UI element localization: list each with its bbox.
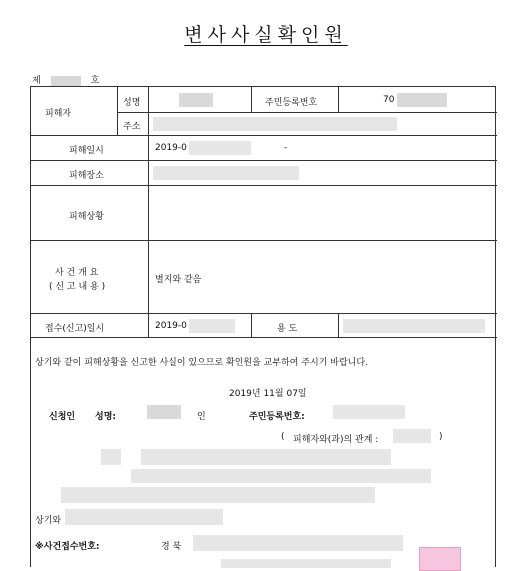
official-seal-stamp bbox=[419, 547, 461, 571]
form-table bbox=[30, 86, 496, 567]
statement-text: 상기와 같이 피해상황을 신고한 사실이 있으므로 확인원을 교부하여 주시기 바랍니다. bbox=[35, 358, 368, 368]
redacted-report-date bbox=[189, 319, 235, 333]
victim-group-label: 피해자 bbox=[45, 109, 72, 119]
redacted-incident-date bbox=[189, 141, 251, 155]
victim-address-label: 주소 bbox=[123, 122, 141, 132]
purpose-label: 용 도 bbox=[277, 324, 298, 334]
redacted-number bbox=[51, 76, 81, 86]
applicant-label: 신청인 bbox=[49, 412, 76, 422]
redacted-text bbox=[131, 469, 431, 483]
redacted-applicant-name bbox=[147, 405, 181, 419]
incident-datetime-sep: - bbox=[284, 143, 288, 153]
document-number bbox=[32, 73, 99, 86]
incident-datetime-value: 2019-0 bbox=[155, 143, 187, 153]
victim-id-value: 70 bbox=[383, 95, 395, 105]
victim-id-label: 주민등록번호 bbox=[265, 98, 318, 108]
case-number-label: ※사건접수번호: bbox=[35, 542, 100, 552]
applicant-seal-label: 인 bbox=[197, 412, 206, 422]
victim-name-label: 성명 bbox=[123, 98, 141, 108]
incident-situation-label: 피해상황 bbox=[69, 212, 104, 222]
summary-label-line2: ( 신 고 내 용 ) bbox=[49, 282, 106, 292]
report-datetime-value: 2019-0 bbox=[155, 321, 187, 331]
redacted-purpose bbox=[343, 319, 485, 333]
applicant-id-label: 주민등록번호: bbox=[249, 412, 305, 422]
incident-datetime-label: 피해일시 bbox=[69, 146, 104, 156]
redacted-applicant-id bbox=[333, 405, 405, 419]
redacted-victim-name bbox=[179, 93, 213, 107]
document-number-suffix: 호 bbox=[90, 76, 100, 86]
summary-label-line1: 사 건 개 요 bbox=[55, 268, 99, 278]
statement-date: 2019년 11월 07일 bbox=[229, 389, 307, 399]
redacted-text bbox=[141, 449, 391, 465]
document-number-prefix: 제 bbox=[32, 76, 41, 86]
redacted-victim-address bbox=[153, 117, 397, 131]
relation-close: ) bbox=[439, 432, 443, 442]
redacted-text bbox=[65, 509, 223, 525]
summary-value: 별지와 같음 bbox=[155, 275, 202, 285]
redacted-incident-place bbox=[153, 166, 299, 180]
redacted-victim-id bbox=[397, 93, 447, 107]
document-title: 변사사실확인원 bbox=[184, 24, 348, 46]
incident-place-label: 피해장소 bbox=[69, 171, 104, 181]
redacted-text bbox=[61, 487, 375, 503]
applicant-name-label: 성명: bbox=[95, 412, 116, 422]
redacted-case-number bbox=[193, 535, 403, 551]
redacted-relation bbox=[393, 429, 431, 443]
footer-partial-text: 상기와 bbox=[35, 516, 62, 526]
relation-open: ( bbox=[281, 432, 285, 442]
report-datetime-label: 접수(신고)일시 bbox=[45, 324, 105, 334]
relation-label: 피해자와(과)의 관계 : bbox=[293, 435, 379, 445]
case-number-region: 경 북 bbox=[161, 542, 182, 552]
redacted-text bbox=[101, 449, 121, 465]
